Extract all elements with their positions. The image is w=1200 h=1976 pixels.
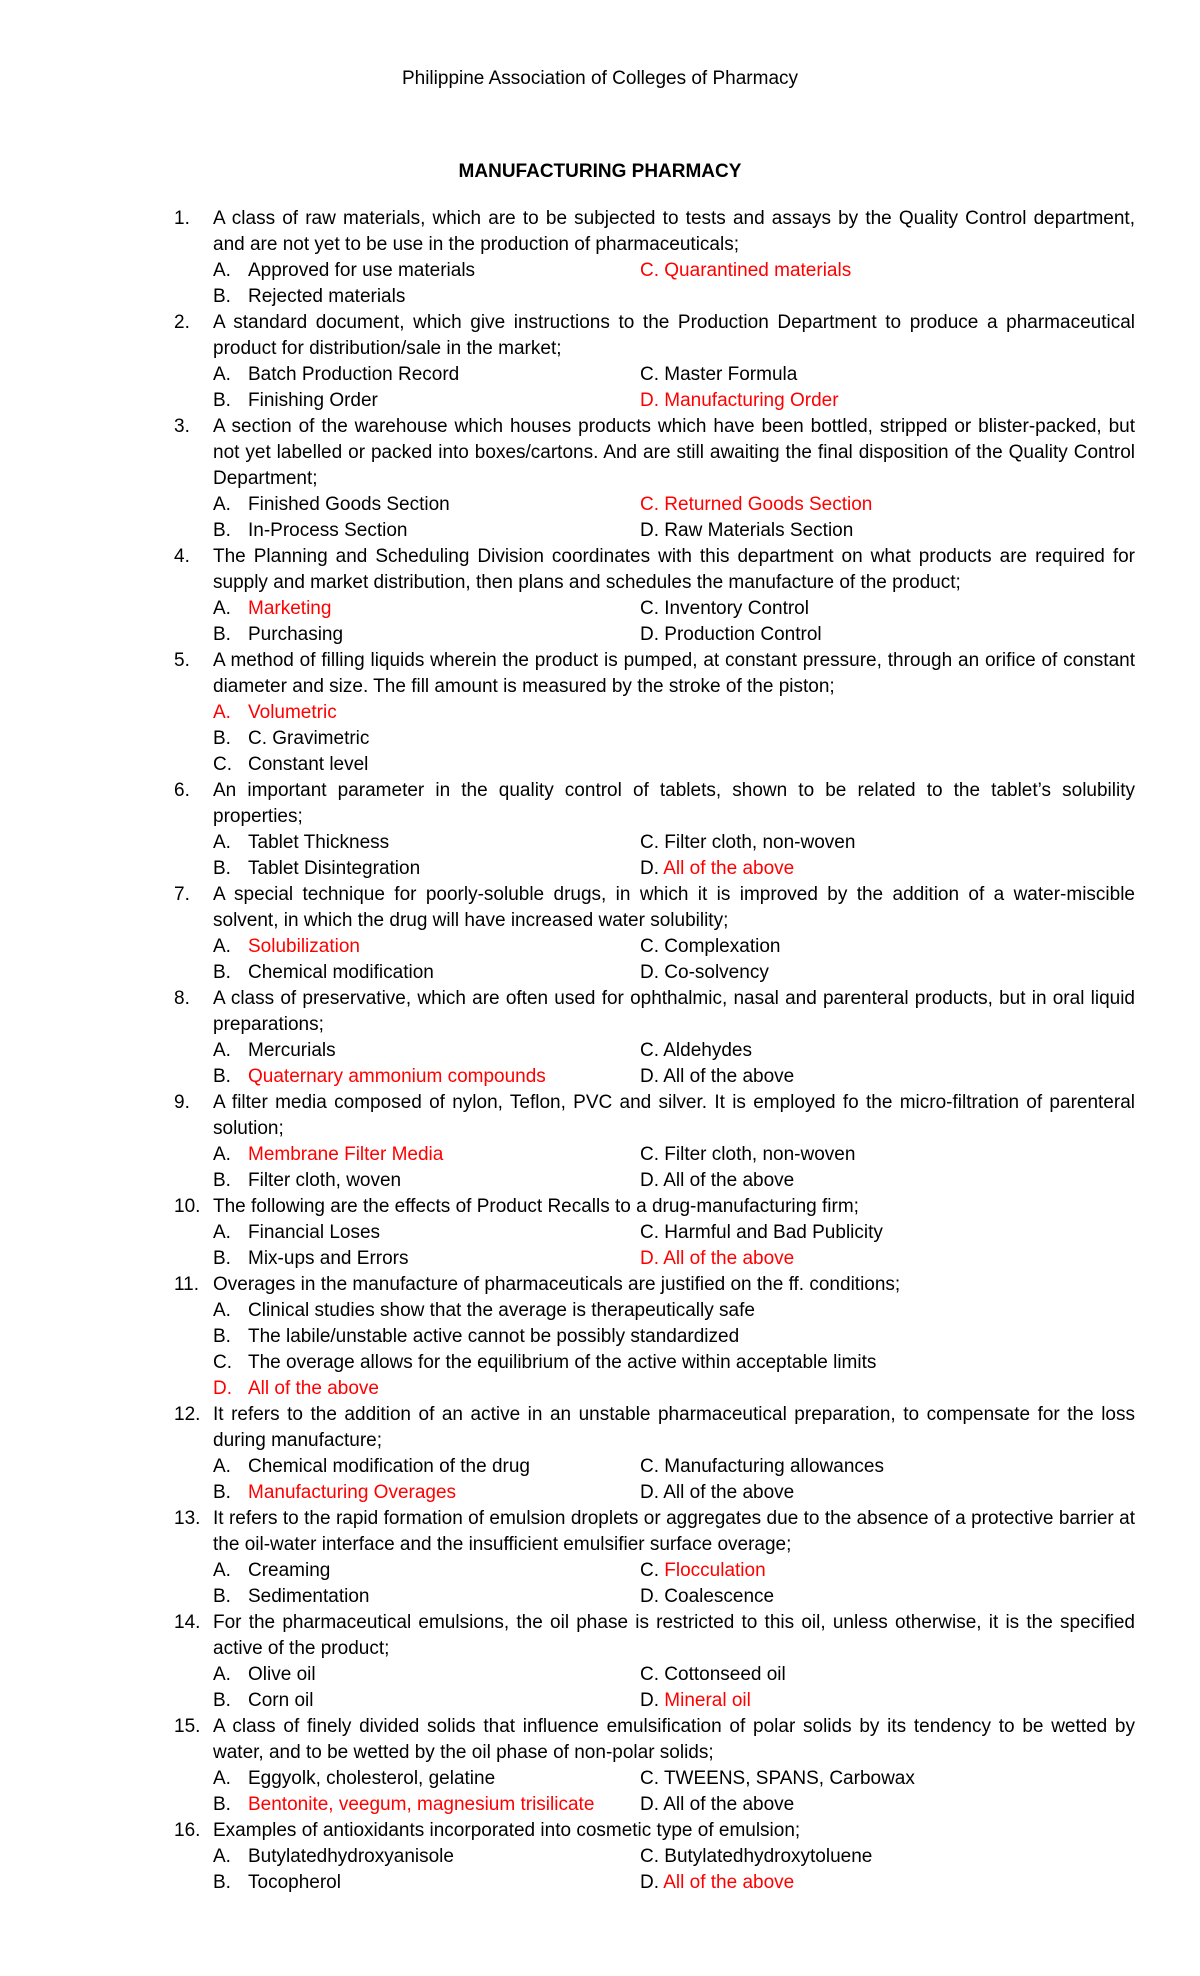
option-letter: D. (640, 520, 665, 541)
option-letter: A. (213, 1664, 231, 1685)
answer-option (213, 1220, 640, 1246)
answer-option (640, 258, 1135, 284)
question-15 (0, 1714, 1200, 1818)
question-number: 14. (174, 1612, 201, 1633)
question-7 (0, 882, 1200, 986)
answer-option (213, 1792, 640, 1818)
option-text: All of the above (663, 1794, 795, 1815)
correct-answer-text: Manufacturing Order (664, 390, 839, 411)
option-letter: C. (640, 936, 665, 957)
option-letter: B. (213, 728, 231, 749)
options-list (213, 1662, 1135, 1714)
correct-answer-text: Bentonite, veegum, magnesium trisilicate (248, 1794, 595, 1815)
answer-option (213, 856, 640, 882)
option-text: All of the above (663, 1066, 795, 1087)
option-letter: D. (640, 1872, 664, 1893)
option-letter: B. (213, 1794, 231, 1815)
question-number: 15. (174, 1716, 201, 1737)
question-number: 1. (174, 208, 190, 229)
option-text: Constant level (248, 754, 369, 775)
option-letter: C. (640, 1560, 665, 1581)
option-letter: B. (213, 1690, 231, 1711)
correct-answer-text: Quaternary ammonium compounds (248, 1066, 546, 1087)
option-letter: D. (640, 1248, 664, 1269)
options-list (213, 492, 1135, 544)
answer-option (213, 1844, 640, 1870)
correct-answer-text: Flocculation (664, 1560, 766, 1581)
option-text: Harmful and Bad Publicity (664, 1222, 883, 1243)
options-list (213, 1844, 1135, 1896)
answer-option (213, 830, 640, 856)
option-letter: C. (213, 1352, 232, 1373)
options-list (213, 700, 1135, 778)
answer-option (640, 1584, 1135, 1610)
question-8 (0, 986, 1200, 1090)
question-number: 10. (174, 1196, 201, 1217)
options-list (213, 1220, 1135, 1272)
option-text: Filter cloth, woven (248, 1170, 402, 1191)
answer-option (640, 518, 1135, 544)
option-text: Olive oil (248, 1664, 316, 1685)
option-text: In-Process Section (248, 520, 408, 541)
option-letter: D. (640, 1170, 664, 1191)
question-13 (0, 1506, 1200, 1610)
answer-option (640, 1246, 1135, 1272)
answer-option (213, 1142, 640, 1168)
option-text: Purchasing (248, 624, 344, 645)
option-letter: A. (213, 1846, 231, 1867)
question-12 (0, 1402, 1200, 1506)
correct-answer-text: Solubilization (248, 936, 360, 957)
option-text: Co-solvency (664, 962, 769, 983)
question-text: It refers to the rapid formation of emulsion droplets or aggregates due to the absence of a protective barrier at the oil-water interface and the insufficient emulsifier surface overage; (213, 1508, 1135, 1555)
option-letter: B. (213, 1586, 231, 1607)
question-text: It refers to the addition of an active in an unstable pharmaceutical preparation, to compensate for the loss during manufacture; (213, 1404, 1135, 1451)
option-letter: D. (640, 1586, 665, 1607)
option-letter: A. (213, 1768, 231, 1789)
option-letter: D. (640, 624, 665, 645)
question-number: 7. (174, 884, 190, 905)
answer-option (213, 752, 1135, 778)
correct-answer-text: Marketing (248, 598, 332, 619)
option-letter: C. (640, 1664, 665, 1685)
answer-option (640, 1064, 1135, 1090)
question-11 (0, 1272, 1200, 1402)
option-text: All of the above (663, 1170, 795, 1191)
option-text: Cottonseed oil (664, 1664, 786, 1685)
option-letter: B. (213, 1248, 231, 1269)
question-text: Examples of antioxidants incorporated into cosmetic type of emulsion; (213, 1820, 801, 1841)
answer-option (213, 388, 640, 414)
answer-option (213, 700, 1135, 726)
answer-option (640, 388, 1135, 414)
question-number: 5. (174, 650, 190, 671)
option-letter: A. (213, 1222, 231, 1243)
page-title: MANUFACTURING PHARMACY (458, 161, 742, 182)
answer-option (213, 622, 640, 648)
option-text: Filter cloth, non-woven (664, 832, 856, 853)
question-text: A class of preservative, which are often used for ophthalmic, nasal and parenteral products, but in oral liquid preparations; (213, 988, 1135, 1035)
option-letter: C. (640, 1768, 664, 1789)
answer-option (640, 1038, 1135, 1064)
option-letter: C. (640, 1040, 664, 1061)
option-letter: B. (213, 520, 231, 541)
option-text: The labile/unstable active cannot be possibly standardized (248, 1326, 740, 1347)
question-text: Overages in the manufacture of pharmaceuticals are justified on the ff. conditions; (213, 1274, 901, 1295)
question-number: 11. (174, 1274, 200, 1295)
option-text: Chemical modification of the drug (248, 1456, 530, 1477)
option-letter: C. (640, 1846, 665, 1867)
question-text: The Planning and Scheduling Division coordinates with this department on what products are required for supply and market distribution, then plans and schedules the manufacture of the product; (213, 546, 1135, 593)
option-text: Raw Materials Section (664, 520, 854, 541)
option-letter: A. (213, 364, 231, 385)
correct-answer-text: Volumetric (248, 702, 337, 723)
option-text: Chemical modification (248, 962, 434, 983)
option-letter: C. (640, 260, 665, 281)
answer-option (640, 830, 1135, 856)
answer-option (213, 934, 640, 960)
option-letter: A. (213, 598, 231, 619)
option-letter: A. (213, 702, 231, 723)
options-list (213, 258, 1135, 310)
question-number: 2. (174, 312, 190, 333)
options-list (213, 362, 1135, 414)
options-list (213, 1454, 1135, 1506)
answer-option (640, 1792, 1135, 1818)
answer-option (213, 1376, 1135, 1402)
question-text: A class of finely divided solids that influence emulsification of polar solids by its tendency to be wetted by water, and to be wetted by the oil phase of non-polar solids; (213, 1716, 1135, 1763)
question-list (0, 206, 1200, 1896)
option-letter: B. (213, 1170, 231, 1191)
option-letter: C. (640, 494, 665, 515)
question-number: 8. (174, 988, 190, 1009)
answer-option (213, 284, 640, 310)
option-text: Approved for use materials (248, 260, 476, 281)
options-list (213, 1766, 1135, 1818)
answer-option (640, 1688, 1135, 1714)
answer-option (213, 1558, 640, 1584)
question-number: 6. (174, 780, 190, 801)
question-number: 3. (174, 416, 190, 437)
answer-option (213, 1298, 1135, 1324)
correct-answer-text: All of the above (248, 1378, 379, 1399)
option-text: Filter cloth, non-woven (664, 1144, 856, 1165)
answer-option (640, 1220, 1135, 1246)
answer-option (640, 1766, 1135, 1792)
option-text: Complexation (664, 936, 781, 957)
correct-answer-text: Returned Goods Section (664, 494, 873, 515)
question-number: 13. (174, 1508, 201, 1529)
option-letter: C. (640, 832, 665, 853)
correct-answer-text: All of the above (663, 858, 795, 879)
question-text: An important parameter in the quality control of tablets, shown to be related to the tablet’s solubility properties; (213, 780, 1135, 827)
question-3 (0, 414, 1200, 544)
answer-option (213, 1480, 640, 1506)
option-text: Butylatedhydroxytoluene (664, 1846, 873, 1867)
option-text: Finishing Order (248, 390, 378, 411)
option-letter: B. (213, 390, 231, 411)
options-list (213, 1298, 1135, 1402)
option-text: Master Formula (664, 364, 798, 385)
option-letter: D. (640, 390, 665, 411)
answer-option (213, 492, 640, 518)
answer-option (640, 596, 1135, 622)
option-text: Clinical studies show that the average is therapeutically safe (248, 1300, 755, 1321)
option-letter: A. (213, 832, 231, 853)
option-letter: A. (213, 1040, 231, 1061)
answer-option (640, 1662, 1135, 1688)
answer-option (213, 1064, 640, 1090)
option-letter: A. (213, 936, 231, 957)
correct-answer-text: All of the above (663, 1248, 795, 1269)
option-text: Sedimentation (248, 1586, 370, 1607)
option-text: Manufacturing allowances (664, 1456, 884, 1477)
option-letter: A. (213, 1300, 231, 1321)
option-text: Coalescence (664, 1586, 775, 1607)
question-text: A special technique for poorly-soluble drugs, in which it is improved by the addition of a water-miscible solvent, in which the drug will have increased water solubility; (213, 884, 1135, 931)
option-letter: D. (640, 1690, 665, 1711)
option-letter: A. (213, 494, 231, 515)
answer-option (213, 362, 640, 388)
answer-option (213, 596, 640, 622)
option-text: Production Control (664, 624, 822, 645)
option-text: Corn oil (248, 1690, 314, 1711)
option-letter: C. (640, 1144, 665, 1165)
option-letter: D. (640, 858, 664, 879)
answer-option (213, 1246, 640, 1272)
option-text: Mercurials (248, 1040, 336, 1061)
correct-answer-text: Quarantined materials (664, 260, 852, 281)
answer-option (213, 518, 640, 544)
question-number: 16. (174, 1820, 201, 1841)
answer-option (640, 1480, 1135, 1506)
option-letter: B. (213, 1066, 231, 1087)
answer-option (640, 856, 1135, 882)
option-letter: D. (640, 1482, 664, 1503)
option-letter: B. (213, 1326, 231, 1347)
option-letter: B. (213, 286, 231, 307)
page-header: Philippine Association of Colleges of Pharmacy (401, 68, 799, 89)
answer-option (640, 1168, 1135, 1194)
question-9 (0, 1090, 1200, 1194)
option-letter: D. (640, 1066, 664, 1087)
question-1 (0, 206, 1200, 310)
question-text: For the pharmaceutical emulsions, the oil phase is restricted to this oil, unless otherwise, it is the specified active of the product; (213, 1612, 1135, 1659)
option-letter: B. (213, 858, 231, 879)
option-text: Tocopherol (248, 1872, 341, 1893)
answer-option (640, 622, 1135, 648)
question-text: A section of the warehouse which houses products which have been bottled, stripped or blister-packed, but not yet labelled or packed into boxes/cartons. And are still awaiting the final disposition of the Quality Control Department; (213, 416, 1135, 489)
question-number: 12. (174, 1404, 201, 1425)
correct-answer-text: Membrane Filter Media (248, 1144, 444, 1165)
question-text: A class of raw materials, which are to be subjected to tests and assays by the Quality Control department, and are not yet to be use in the production of pharmaceuticals; (213, 208, 1135, 255)
option-text: Aldehydes (663, 1040, 752, 1061)
option-letter: B. (213, 1872, 231, 1893)
answer-option (213, 1688, 640, 1714)
option-letter: D. (640, 962, 665, 983)
question-text: A standard document, which give instructions to the Production Department to produce a pharmaceutical product for distribution/sale in the market; (213, 312, 1135, 359)
question-14 (0, 1610, 1200, 1714)
answer-option (640, 934, 1135, 960)
question-10 (0, 1194, 1200, 1272)
option-letter: B. (213, 624, 231, 645)
option-letter: A. (213, 1144, 231, 1165)
options-list (213, 830, 1135, 882)
option-text: Batch Production Record (248, 364, 460, 385)
option-letter: A. (213, 1560, 231, 1581)
question-4 (0, 544, 1200, 648)
question-number: 9. (174, 1092, 190, 1113)
option-text: Financial Loses (248, 1222, 381, 1243)
option-letter: C. (640, 598, 665, 619)
option-letter: C. (640, 1222, 665, 1243)
answer-option (213, 1038, 640, 1064)
answer-option (213, 1766, 640, 1792)
option-letter: C. (213, 754, 232, 775)
option-letter: B. (213, 1482, 231, 1503)
question-16 (0, 1818, 1200, 1896)
option-text: Finished Goods Section (248, 494, 450, 515)
question-text: A filter media composed of nylon, Teflon, PVC and silver. It is employed fo the micro-filtration of parenteral solution; (213, 1092, 1135, 1139)
answer-option (640, 1558, 1135, 1584)
option-text: Tablet Thickness (248, 832, 390, 853)
options-list (213, 1142, 1135, 1194)
option-letter: C. (640, 364, 665, 385)
options-list (213, 934, 1135, 986)
option-letter: A. (213, 1456, 231, 1477)
answer-option (213, 1870, 640, 1896)
option-text: Mix-ups and Errors (248, 1248, 409, 1269)
answer-option (213, 960, 640, 986)
question-text: The following are the effects of Product Recalls to a drug-manufacturing firm; (213, 1196, 859, 1217)
option-text: Tablet Disintegration (248, 858, 421, 879)
option-letter: B. (213, 962, 231, 983)
question-6 (0, 778, 1200, 882)
question-number: 4. (174, 546, 190, 567)
answer-option (640, 1870, 1135, 1896)
options-list (213, 1558, 1135, 1610)
option-text: All of the above (663, 1482, 795, 1503)
option-letter: C. (640, 1456, 665, 1477)
answer-option (640, 362, 1135, 388)
answer-option (640, 960, 1135, 986)
question-5 (0, 648, 1200, 778)
option-text: Eggyolk, cholesterol, gelatine (248, 1768, 496, 1789)
correct-answer-text: All of the above (663, 1872, 795, 1893)
option-text: Rejected materials (248, 286, 406, 307)
answer-option (213, 1168, 640, 1194)
answer-option (640, 1454, 1135, 1480)
option-text: Butylatedhydroxyanisole (248, 1846, 454, 1867)
option-letter: A. (213, 260, 231, 281)
options-list (213, 596, 1135, 648)
answer-option (213, 1454, 640, 1480)
option-letter: D. (213, 1378, 232, 1399)
answer-option (213, 258, 640, 284)
answer-option (640, 1844, 1135, 1870)
option-text: Creaming (248, 1560, 331, 1581)
option-text: The overage allows for the equilibrium of the active within acceptable limits (248, 1352, 877, 1373)
option-text: C. Gravimetric (248, 728, 370, 749)
option-letter: D. (640, 1794, 664, 1815)
question-text: A method of filling liquids wherein the product is pumped, at constant pressure, through an orifice of constant diameter and size. The fill amount is measured by the stroke of the piston; (213, 650, 1135, 697)
answer-option (640, 492, 1135, 518)
answer-option (213, 1350, 1135, 1376)
answer-option (213, 1324, 1135, 1350)
answer-option (213, 1584, 640, 1610)
answer-option (213, 726, 1135, 752)
option-text: Inventory Control (664, 598, 809, 619)
answer-option (213, 1662, 640, 1688)
question-2 (0, 310, 1200, 414)
options-list (213, 1038, 1135, 1090)
correct-answer-text: Manufacturing Overages (248, 1482, 457, 1503)
correct-answer-text: Mineral oil (664, 1690, 751, 1711)
option-text: TWEENS, SPANS, Carbowax (663, 1768, 915, 1789)
answer-option (640, 1142, 1135, 1168)
